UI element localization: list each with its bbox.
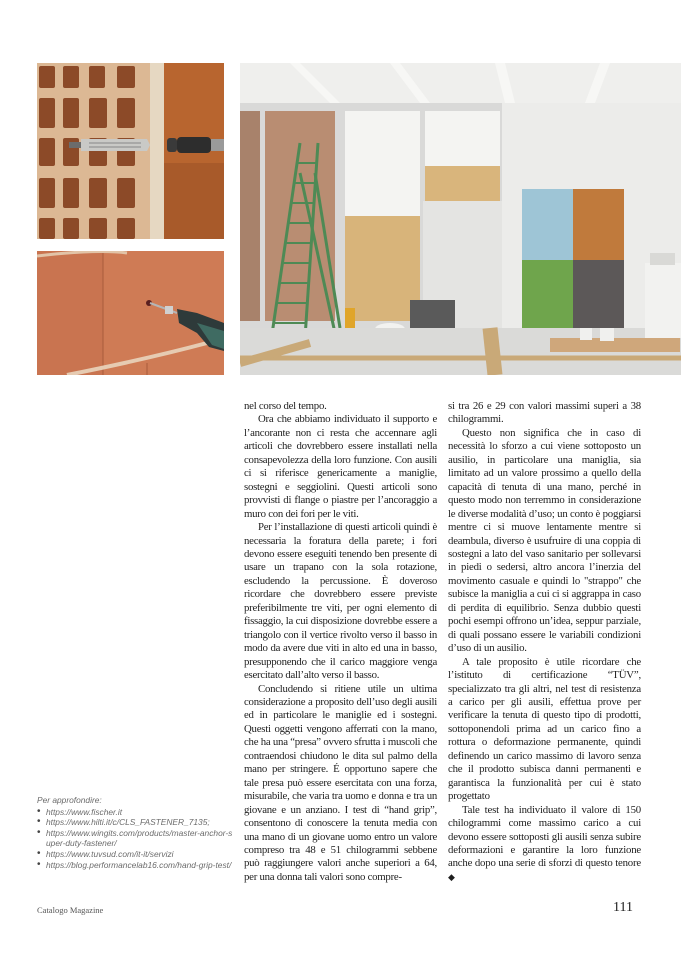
paragraph: Questo non significa che in caso di necessità lo sforzo a cui viene sottoposto un ausilio, in particolare una maniglia, sia limitato ad un valore prossimo a quello della capacità di tenuta di una mano, perché in questo modo non terremmo in considerazione le diverse modalità d’uso; un conto è poggiarsi mentre ci si muove lentamente mentre si deambula, diverso è usufruire di una coppia di sostegni a lato del vaso sanitario per sollevarsi in piedi o sedersi, altro ancora l’inerzia del movimento casuale e quindi lo "strappo" che subisce la maniglia a cui ci si aggrappa in caso di perdita di equilibrio. Senza dubbio questi pochi esempi offrono un’idea, seppur parziale, di quali possano essere le variabili condizioni d’uso di un ausilio. <box>448 426 641 655</box>
paragraph: Ora che abbiamo individuato il supporto e l’ancorante non ci resta che accennare agli articoli che dovrebbero essere installati nella consapevolezza della loro funzione. Con ausili ci si riferisce genericamente a maniglie, sostegni e seggiolini. Questi articoli sono provvisti di flange o piastre per l’ancoraggio a muro con dei fori per le viti. <box>244 413 437 520</box>
paragraph: Concludendo si ritiene utile un ultima considerazione a proposito dell’uso degli ausili ed in particolare le maniglie ed i sostegni. Questi oggetti vengono afferrati con la mano, che ha una “presa” ovvero sfrutta i muscoli che contraendosi chiudono le dita sul palmo della mano per stringere. É opportuno sapere che tale presa può essere esercitata con una forza, misurabile, che varia tra uomo e donna e tra un giovane e un anziano. I test di “hand grip”, consentono di conoscere la tenuta media con una mano di un giovane uomo entro un valore compreso tra 48 e 51 chilogrammi sebbene può raggiungere valori anche superiori a 64, per una donna tali valori sono compre- <box>244 682 437 883</box>
end-mark-icon: ◆ <box>448 871 455 882</box>
magazine-name: Catalogo Magazine <box>37 905 104 915</box>
references-list <box>37 807 233 871</box>
page-number: 111 <box>613 900 633 915</box>
article-column-2 <box>448 400 641 884</box>
drill-photo <box>37 251 224 375</box>
paragraph-text: Tale test ha individuato il valore di 150 chilogrammi come massimo carico a cui devono essere sottoposti gli ausili senza subire deformazioni e garantire la loro funzione anche dopo una serie di sforzi di questo tenore <box>448 803 641 870</box>
reference-link[interactable]: • https://blog.performancelab16.com/hand-grip-test/ <box>37 860 233 871</box>
reference-link[interactable]: • https://www.hilti.it/c/CLS_FASTENER_7135; <box>37 817 233 828</box>
paragraph: A tale proposito è utile ricordare che l’istituto di certificazione “TÜV”, specializzato tra gli altri, nel test di resistenza a carico per gli ausili, effettua prove per verificare la tenuta di questo tipo di prodotti, sottoponendoli prima ad un carico fino a rottura o deformazione permanente, quindi definendo un carico massimo di lavoro senza che il prodotto subisca danni permanenti e garantisca la funzionalità per cui è stato progettato <box>448 655 641 803</box>
paragraph: Per l’installazione di questi articoli quindi è necessaria la foratura della parete; i fori devono essere eseguiti tenendo ben presente di usare un trapano con la sola rotazione, escludendo la percussione. È doveroso ricordare che dovrebbero essere previste preferibilmente tre viti, per ogni elemento di fissaggio, la cui disposizione dovrebbe essere a triangolo con il vertice rivolto verso il basso in modo da avere due viti in alto ed una in basso, presupponendo che il carico maggiore venga esercitato dall’alto verso il basso. <box>244 521 437 682</box>
paragraph: nel corso del tempo. <box>244 400 327 412</box>
paragraph: si tra 26 e 29 con valori massimi superi a 38 chilogrammi. <box>448 400 641 426</box>
reference-link[interactable]: • https://www.wingits.com/products/master-anchor-super-duty-fastener/ <box>37 828 233 849</box>
renovation-room-photo <box>240 63 681 375</box>
anchor-photo <box>37 63 224 239</box>
article-column-1 <box>244 400 437 884</box>
reference-link[interactable]: • https://www.fischer.it <box>37 807 233 818</box>
references-title: Per approfondire: <box>37 795 102 805</box>
paragraph-last <box>448 804 641 885</box>
reference-link[interactable]: • https://www.tuvsud.com/it-it/servizi <box>37 849 233 860</box>
references-box <box>37 795 233 870</box>
